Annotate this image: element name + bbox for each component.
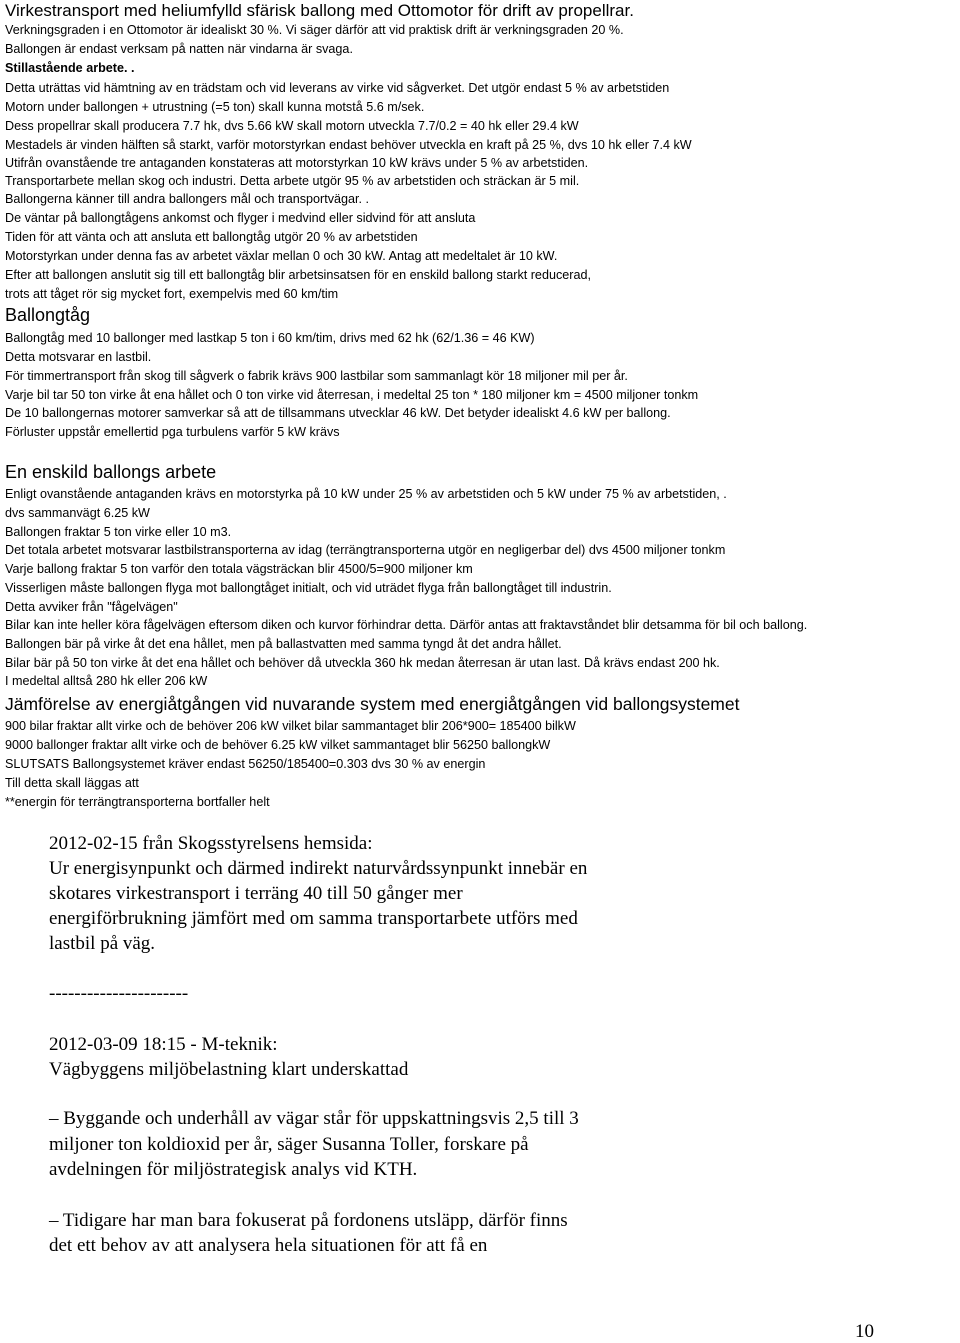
text-line: Verkningsgraden i en Ottomotor är idealiskt 30 %. Vi säger därför att vid praktisk drift är verkningsgraden 20 %. [5, 23, 624, 37]
quote-line: energiförbrukning jämfört med om samma transportarbete utförs med [49, 908, 578, 929]
quote-line: miljoner ton koldioxid per år, säger Susanna Toller, forskare på [49, 1134, 529, 1155]
text-line: Bilar bär på 50 ton virke åt det ena hållet och behöver då utveckla 360 hk medan återresan är utan last. Då krävs endast 200 hk. [5, 656, 720, 670]
quote-line: – Tidigare har man bara fokuserat på fordonens utsläpp, därför finns [49, 1210, 568, 1231]
text-line: Utifrån ovanstående tre antaganden konstateras att motorstyrkan 10 kW krävs under 5 % av arbetstiden. [5, 156, 589, 170]
text-line: **energin för terrängtransporterna bortfaller helt [5, 795, 270, 809]
quote-line: avdelningen för miljöstrategisk analys vid KTH. [49, 1159, 418, 1180]
text-line: Mestadels är vinden hälften så starkt, varför motorstyrkan endast behöver utveckla en kraft på 25 %, dvs 10 hk eller 7.4 kW [5, 138, 692, 152]
page-number: 10 [855, 1321, 874, 1342]
text-line: trots att tåget rör sig mycket fort, exempelvis med 60 km/tim [5, 287, 339, 301]
quote-line: 2012-03-09 18:15 - M-teknik: [49, 1034, 278, 1055]
text-line: Detta avviker från "fågelvägen" [5, 600, 178, 614]
quote-line: Ur energisynpunkt och därmed indirekt naturvårdssynpunkt innebär en [49, 858, 588, 879]
heading-jamforelse: Jämförelse av energiåtgången vid nuvarande system med energiåtgången vid ballongsystemet [5, 694, 740, 714]
text-line: 9000 ballonger fraktar allt virke och de behöver 6.25 kW vilket sammantaget blir 56250 ballongkW [5, 738, 551, 752]
text-line: Bilar kan inte heller köra fågelvägen eftersom diken och kurvor förhindrar detta. Därför antas att fraktavståndet blir detsamma för bil och ballong. [5, 618, 808, 632]
text-line: Ballongen fraktar 5 ton virke eller 10 m3. [5, 525, 232, 539]
text-line: Ballongen bär på virke åt det ena hållet, men på ballastvatten med samma tyngd åt det andra hållet. [5, 637, 562, 651]
text-line: I medeltal alltså 280 hk eller 206 kW [5, 674, 208, 688]
text-line: Transportarbete mellan skog och industri. Detta arbete utgör 95 % av arbetstiden och sträckan är 5 mil. [5, 174, 580, 188]
text-line: dvs sammanvägt 6.25 kW [5, 506, 150, 520]
quote-line: lastbil på väg. [49, 933, 156, 954]
subheading-stillastaende: Stillastående arbete. . [5, 61, 135, 75]
text-line: Ballongerna känner till andra ballongers mål och transportvägar. . [5, 192, 370, 206]
text-line: Motorstyrkan under denna fas av arbetet växlar mellan 0 och 30 kW. Antag att medeltalet är 10 kW. [5, 249, 558, 263]
quote-line: 2012-02-15 från Skogsstyrelsens hemsida: [49, 833, 373, 854]
quote-line: – Byggande och underhåll av vägar står för uppskattningsvis 2,5 till 3 [49, 1108, 579, 1129]
text-line: Detta motsvarar en lastbil. [5, 350, 152, 364]
text-line: Enligt ovanstående antaganden krävs en motorstyrka på 10 kW under 25 % av arbetstiden och 5 kW under 75 % av arbetstiden, . [5, 487, 727, 501]
text-line: Det totala arbetet motsvarar lastbilstransporterna av idag (terrängtransporterna utgör en negligerbar del) dvs 4500 miljoner tonkm [5, 543, 726, 557]
text-line: Dess propellrar skall producera 7.7 hk, dvs 5.66 kW skall motorn utveckla 7.7/0.2 = 40 hk eller 29.4 kW [5, 119, 579, 133]
text-line: Tiden för att vänta och att ansluta ett ballongtåg utgör 20 % av arbetstiden [5, 230, 418, 244]
text-line: Varje ballong fraktar 5 ton varför den totala vägsträckan blir 4500/5=900 miljoner km [5, 562, 473, 576]
document-title: Virkestransport med heliumfylld sfärisk ballong med Ottomotor för drift av propellrar. [5, 1, 634, 20]
quote-line: det ett behov av att analysera hela situationen för att få en [49, 1235, 488, 1256]
text-line: 900 bilar fraktar allt virke och de behöver 206 kW vilket bilar sammantaget blir 206*900= 185400 bilkW [5, 719, 576, 733]
separator-line: ---------------------- [49, 983, 189, 1004]
text-line: För timmertransport från skog till sågverk o fabrik krävs 900 lastbilar som sammanlagt kör 18 miljoner mil per år. [5, 369, 628, 383]
text-line: Efter att ballongen anslutit sig till ett ballongtåg blir arbetsinsatsen för en enskild ballong starkt reducerad, [5, 268, 591, 282]
text-line: Varje bil tar 50 ton virke åt ena hållet och 0 ton virke vid återresan, i medeltal 25 ton * 180 miljoner km = 4500 miljoner tonkm [5, 388, 699, 402]
text-line: Motorn under ballongen + utrustning (=5 ton) skall kunna motstå 5.6 m/sek. [5, 100, 425, 114]
text-line: Ballongtåg med 10 ballonger med lastkap 5 ton i 60 km/tim, drivs med 62 hk (62/1.36 = 46 KW) [5, 331, 535, 345]
heading-enskild-ballong: En enskild ballongs arbete [5, 462, 217, 482]
text-line: Till detta skall läggas att [5, 776, 139, 790]
heading-ballongtag: Ballongtåg [5, 305, 91, 325]
quote-line: Vägbyggens miljöbelastning klart underskattad [49, 1059, 409, 1080]
quote-line: skotares virkestransport i terräng 40 till 50 gånger mer [49, 883, 463, 904]
text-line: Ballongen är endast verksam på natten när vindarna är svaga. [5, 42, 353, 56]
text-line: De väntar på ballongtågens ankomst och flyger i medvind eller sidvind för att ansluta [5, 211, 476, 225]
text-line: Visserligen måste ballongen flyga mot ballongtåget initialt, och vid uträdet flyga från ballongtåget till industrin. [5, 581, 612, 595]
text-line: SLUTSATS Ballongsystemet kräver endast 56250/185400=0.303 dvs 30 % av energin [5, 757, 486, 771]
text-line: De 10 ballongernas motorer samverkar så att de tillsammans utvecklar 46 kW. Det betyder idealiskt 4.6 kW per ballong. [5, 406, 671, 420]
text-line: Detta uträttas vid hämtning av en trädstam och vid leverans av virke vid sågverket. Det utgör endast 5 % av arbetstiden [5, 81, 670, 95]
text-line: Förluster uppstår emellertid pga turbulens varför 5 kW krävs [5, 425, 340, 439]
